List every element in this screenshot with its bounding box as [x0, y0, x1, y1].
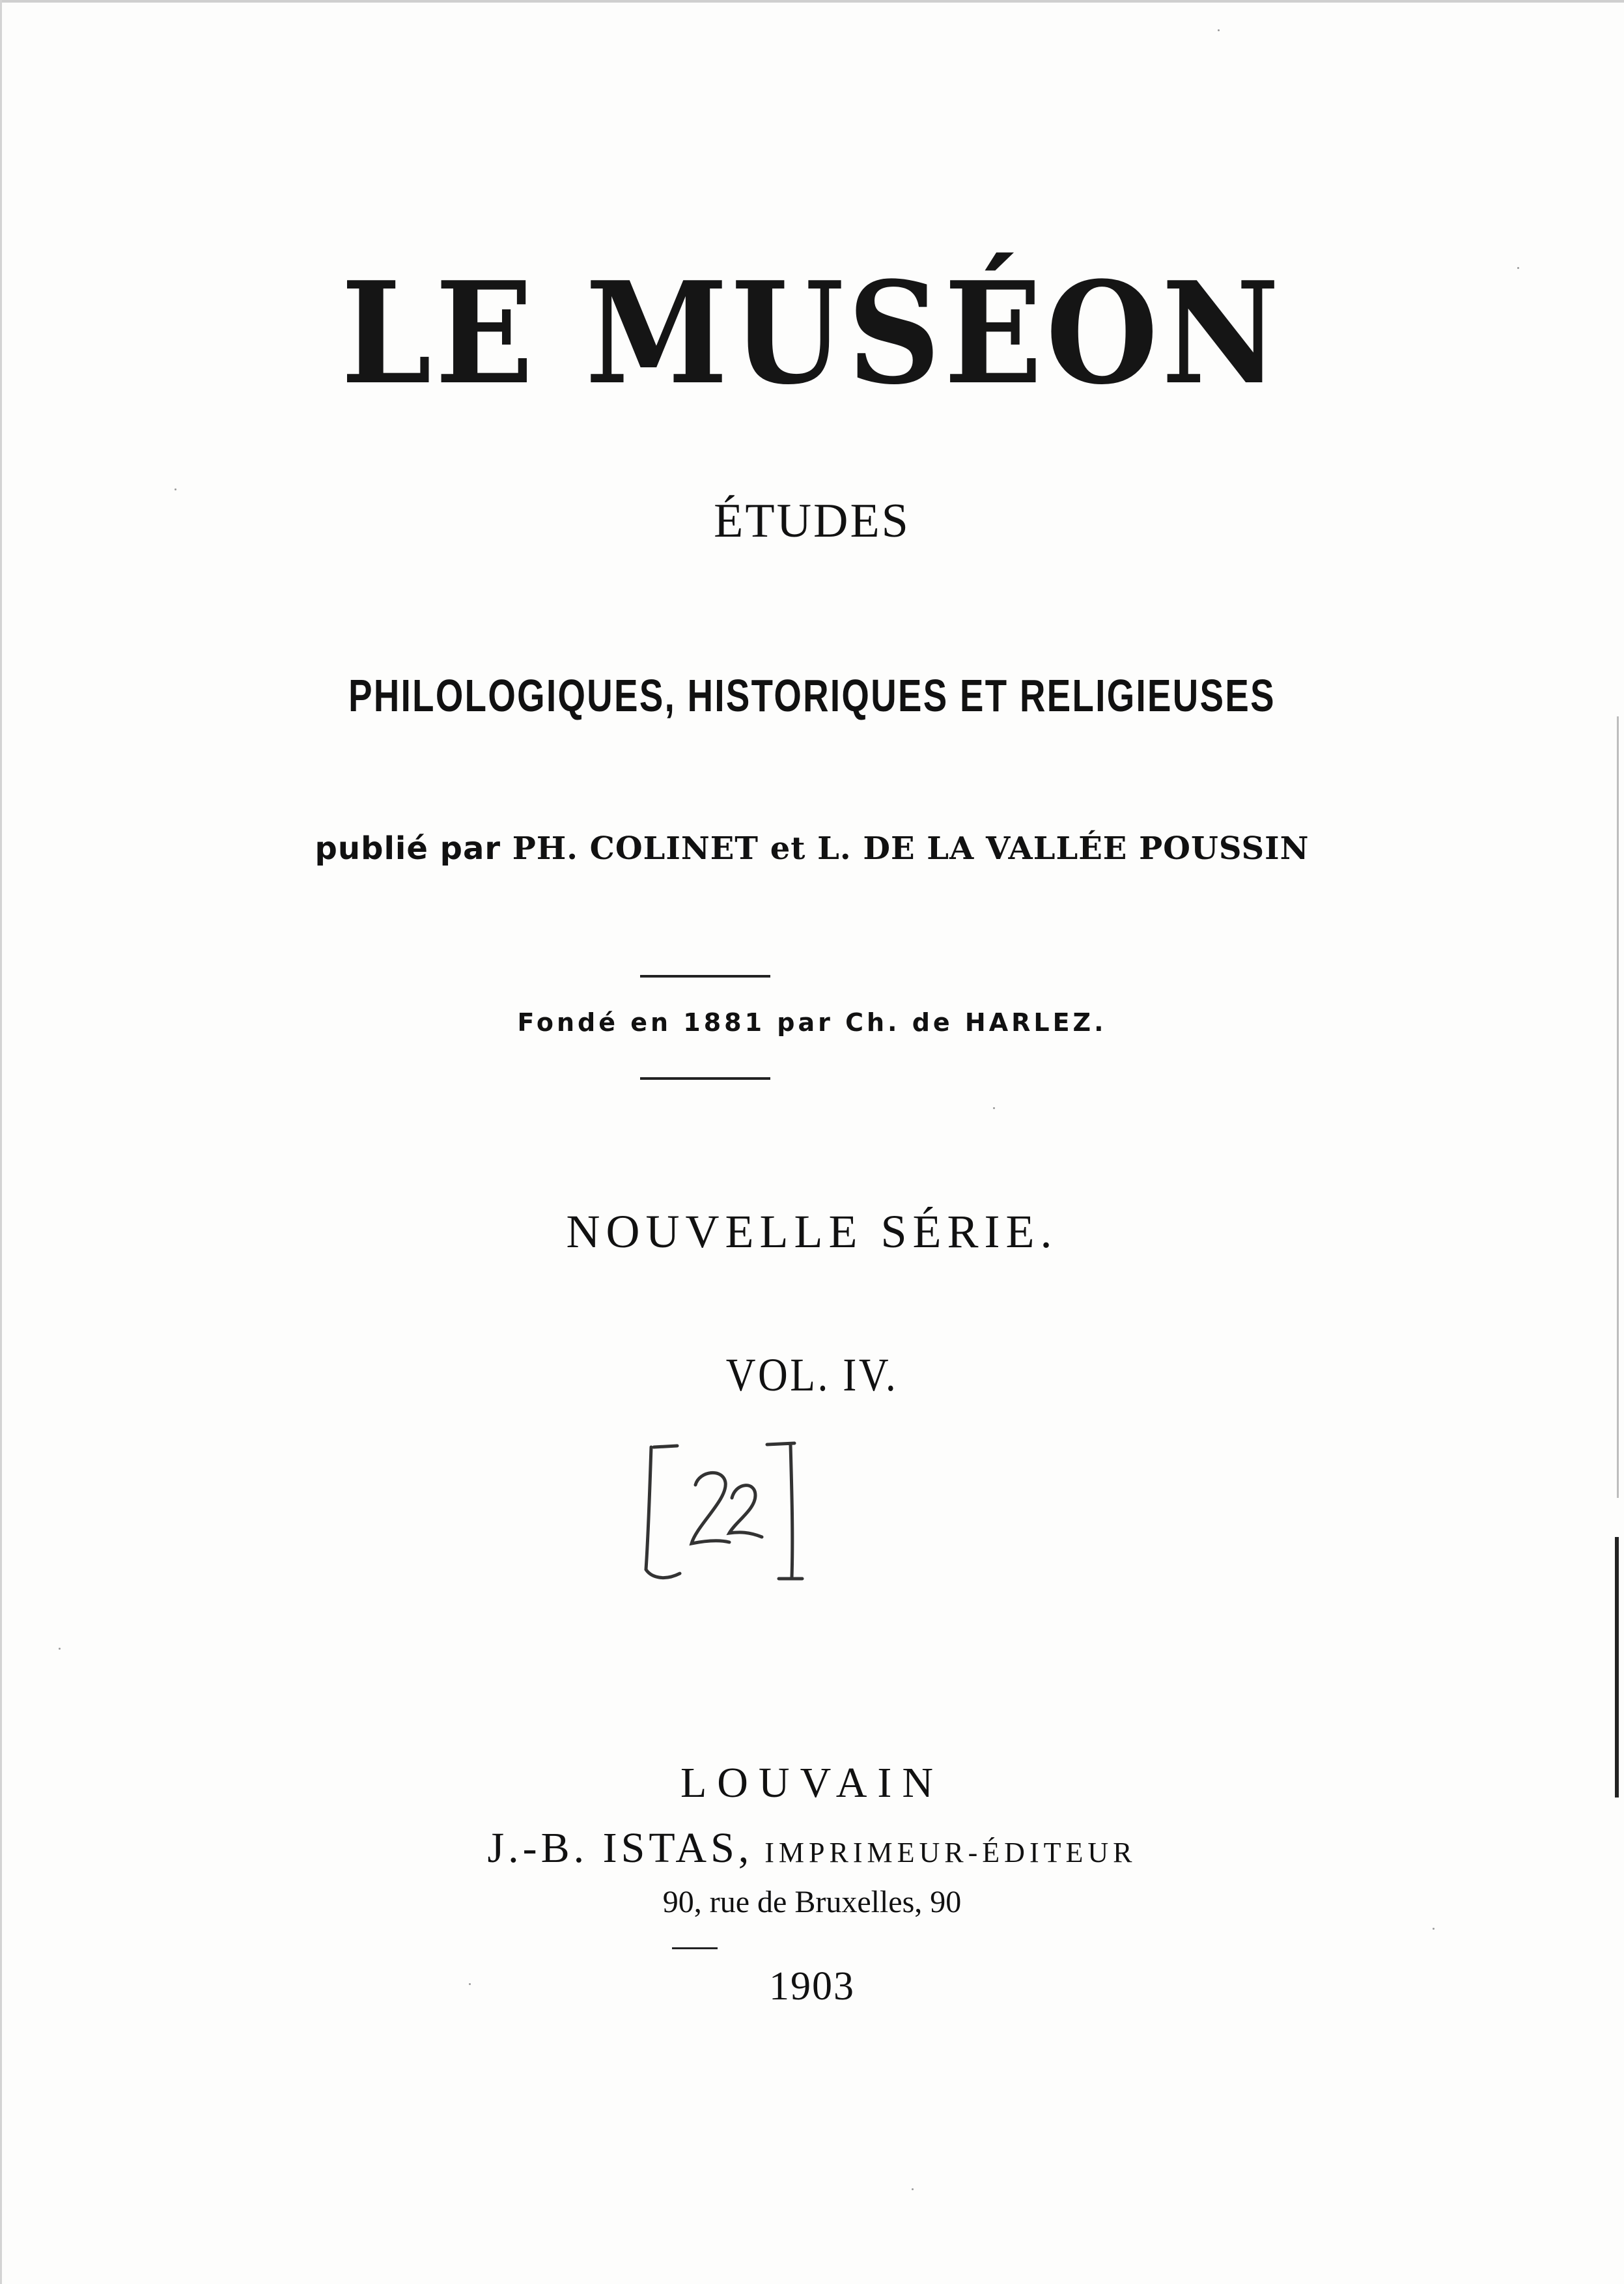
scan-edge-top [0, 0, 1624, 3]
series-label: NOUVELLE SÉRIE. [566, 1205, 1058, 1258]
editors-line [0, 830, 1624, 867]
publisher-name: J.-B. ISTAS, [487, 1824, 753, 1872]
scan-speck [1433, 1928, 1435, 1930]
editors-prefix: publié par [315, 830, 501, 867]
scan-speck [59, 1648, 61, 1650]
founded-line: Fondé en 1881 par Ch. de HARLEZ. [517, 1008, 1107, 1037]
volume-label: VOL. IV. [725, 1349, 899, 1401]
scan-speck [912, 2188, 914, 2190]
journal-title: LE MUSÉON [341, 251, 1283, 416]
divider-rule [640, 1077, 770, 1080]
divider-rule [640, 975, 770, 978]
handwritten-shelfmark [632, 1439, 814, 1602]
publisher-role: IMPRIMEUR-ÉDITEUR [764, 1837, 1137, 1868]
scan-edge-left [0, 0, 2, 2284]
scan-speck [993, 1107, 995, 1109]
imprint-year: 1903 [769, 1964, 855, 2009]
editors-names: PH. COLINET et L. DE LA VALLÉE POUSSIN [512, 830, 1309, 867]
imprint-publisher [0, 1824, 1624, 1873]
scan-speck [1218, 29, 1220, 31]
divider-rule-short [672, 1947, 718, 1949]
subtitle-etudes: ÉTUDES [714, 494, 910, 548]
scan-speck [1517, 267, 1519, 269]
imprint-city: LOUVAIN [680, 1759, 944, 1807]
scan-speck [175, 488, 176, 490]
subtitle-disciplines: PHILOLOGIQUES, HISTORIQUES ET RELIGIEUSES [348, 670, 1276, 721]
imprint-address: 90, rue de Bruxelles, 90 [662, 1885, 962, 1919]
scan-speck [469, 1983, 471, 1985]
